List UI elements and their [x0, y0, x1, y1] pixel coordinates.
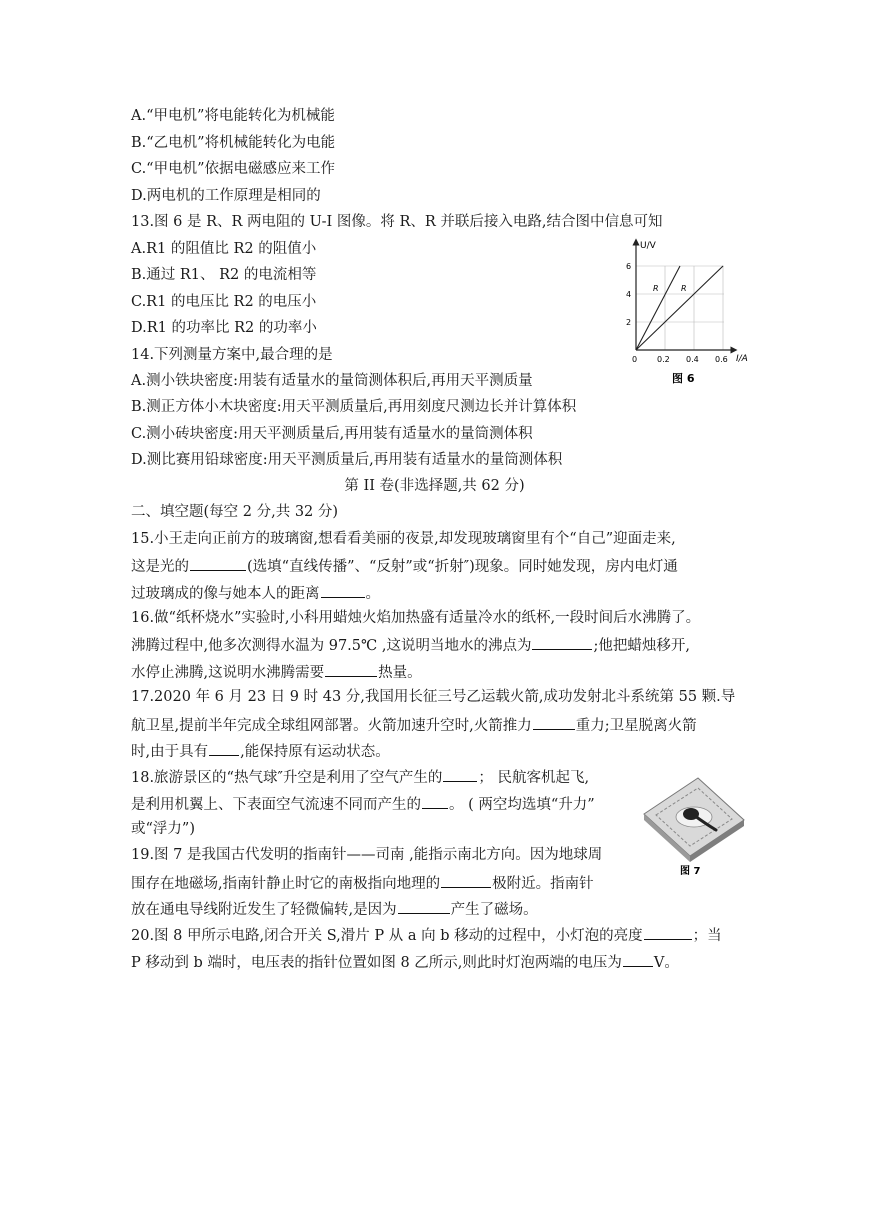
figure-7-caption: 图 7: [680, 866, 701, 877]
line-r1: [636, 266, 680, 350]
q13-option-d: D.R1 的功率比 R2 的功率小: [131, 320, 317, 336]
q14-stem: 14.下列测量方案中,最合理的是: [131, 347, 333, 363]
origin-label: 0: [632, 355, 638, 364]
q12-option-a: A.“甲电机”将电能转化为机械能: [131, 108, 335, 124]
q15-text-3b: 。: [365, 586, 380, 602]
q15-line-3: [131, 583, 380, 603]
q18-line-1: [131, 767, 589, 787]
figure-7-sinan: [640, 770, 748, 878]
q17-text-2b: 重力;卫星脱离火箭: [575, 718, 697, 734]
q14-option-c: C.测小砖块密度:用天平测质量后,再用装有适量水的量筒测体积: [131, 426, 533, 442]
q15-text-2b: (选填“直线传播”、“反射”或“折射″)现象。同时她发现，房内电灯通: [247, 559, 678, 575]
q20-text-2a: P 移动到 b 端时，电压表的指针位置如图 8 乙所示,则此时灯泡两端的电压为: [131, 955, 622, 971]
q20-line-1: [131, 925, 722, 945]
q16-text-2b: ;他把蜡烛移开,: [593, 638, 690, 654]
q15-text-3a: 过玻璃成的像与她本人的距离: [131, 586, 320, 602]
q15-blank-2[interactable]: [321, 583, 365, 598]
q16-text-3b: 热量。: [378, 665, 422, 681]
q19-text-3b: 产生了磁场。: [450, 902, 538, 918]
q19-line-3: [131, 899, 538, 919]
q15-text-2a: 这是光的: [131, 559, 189, 575]
q14-option-b: B.测正方体小木块密度:用天平测质量后,再用刻度尺测边长并计算体积: [131, 399, 577, 415]
figure-6-caption: 图 6: [672, 372, 695, 385]
q12-option-d: D.两电机的工作原理是相同的: [131, 188, 321, 204]
x-tick-0.6: 0.6: [715, 355, 728, 364]
q16-line-2: [131, 635, 690, 655]
x-tick-0.4: 0.4: [686, 355, 699, 364]
q17-text-3a: 时,由于具有: [131, 744, 209, 760]
q18-text-2b: 。 ( 两空均选填“升力”: [449, 797, 595, 813]
q17-blank-1[interactable]: [533, 715, 575, 730]
x-tick-0.2: 0.2: [657, 355, 670, 364]
q15-blank-1[interactable]: [190, 556, 246, 571]
q12-option-b: B.“乙电机”将机械能转化为电能: [131, 135, 336, 151]
q18-line-3: 或“浮力”): [131, 821, 195, 837]
q16-line-1: 16.做“纸杯烧水”实验时,小科用蜡烛火焰加热盛有适量冷水的纸杯,一段时间后水沸腾了。: [131, 610, 701, 626]
q19-blank-1[interactable]: [441, 873, 491, 888]
q14-option-a: A.测小铁块密度:用装有适量水的量筒测体积后,再用天平测质量: [131, 373, 533, 389]
q18-blank-1[interactable]: [443, 767, 477, 782]
q18-blank-2[interactable]: [422, 794, 448, 809]
q20-text-1b: ；当: [692, 928, 722, 944]
q17-line-3: [131, 741, 390, 761]
q12-option-c: C.“甲电机”依据电磁感应来工作: [131, 161, 336, 177]
y-axis-label: U/V: [640, 241, 656, 251]
q15-line-2: [131, 556, 678, 576]
q13-option-c: C.R1 的电压比 R2 的电压小: [131, 294, 317, 310]
q19-text-3a: 放在通电导线附近发生了轻微偏转,是因为: [131, 902, 397, 918]
q13-option-a: A.R1 的阻值比 R2 的阻值小: [131, 241, 317, 257]
fill-in-section-heading: 二、填空题(每空 2 分,共 32 分): [131, 504, 339, 520]
q16-line-3: [131, 662, 422, 682]
q17-text-3b: ,能保持原有运动状态。: [240, 744, 390, 760]
y-tick-2: 2: [626, 318, 632, 327]
q13-stem: 13.图 6 是 R、R 两电阻的 U-I 图像。将 R、R 并联后接入电路,结合图中信息可知: [131, 214, 663, 230]
q18-line-2: [131, 794, 595, 814]
q15-line-1: 15.小王走向正前方的玻璃窗,想看看美丽的夜景,却发现玻璃窗里有个“自己”迎面走来,: [131, 531, 676, 547]
line2-label: R: [681, 284, 687, 293]
q17-blank-2[interactable]: [209, 741, 239, 756]
q19-text-2b: 极附近。指南针: [492, 876, 594, 892]
q19-line-2: [131, 873, 594, 893]
q17-line-2: [131, 715, 697, 735]
q18-text-1b: ； 民航客机起飞,: [478, 770, 590, 786]
q20-blank-1[interactable]: [644, 925, 692, 940]
q20-text-1a: 20.图 8 甲所示电路,闭合开关 S,滑片 P 从 a 向 b 移动的过程中，小灯泡的亮度: [131, 928, 643, 944]
q20-blank-2[interactable]: [623, 952, 653, 967]
q16-text-3a: 水停止沸腾,这说明水沸腾需要: [131, 665, 325, 681]
line1-label: R: [653, 284, 659, 293]
line-r2: [636, 266, 723, 350]
q19-line-1: 19.图 7 是我国古代发明的指南针——司南 ,能指示南北方向。因为地球周: [131, 847, 603, 863]
y-tick-6: 6: [626, 262, 632, 271]
q16-text-2a: 沸腾过程中,他多次测得水温为 97.5℃ ,这说明当地水的沸点为: [131, 638, 532, 654]
q20-line-2: [131, 952, 679, 972]
q16-blank-2[interactable]: [325, 662, 377, 677]
q18-text-2a: 是利用机翼上、下表面空气流速不同而产生的: [131, 797, 421, 813]
y-tick-4: 4: [626, 290, 632, 299]
q16-blank-1[interactable]: [532, 635, 592, 650]
figure-6-ui-graph: [606, 236, 766, 396]
q19-blank-2[interactable]: [398, 899, 450, 914]
q20-text-2b: V。: [653, 955, 679, 971]
q19-text-2a: 围存在地磁场,指南针静止时它的南极指向地理的: [131, 876, 441, 892]
q17-line-1: 17.2020 年 6 月 23 日 9 时 43 分,我国用长征三号乙运载火箭,成功发射北斗系统第 55 颗.导: [131, 689, 736, 705]
q13-option-b: B.通过 R1、 R2 的电流相等: [131, 267, 317, 283]
x-axis-label: I/A: [736, 354, 748, 364]
q17-text-2a: 航卫星,提前半年完成全球组网部署。火箭加速升空时,火箭推力: [131, 718, 532, 734]
q18-text-1a: 18.旅游景区的“热气球″升空是利用了空气产生的: [131, 770, 443, 786]
q14-option-d: D.测比赛用铅球密度:用天平测质量后,再用装有适量水的量筒测体积: [131, 452, 563, 468]
section-title: 第 II 卷(非选择题,共 62 分): [344, 478, 525, 494]
